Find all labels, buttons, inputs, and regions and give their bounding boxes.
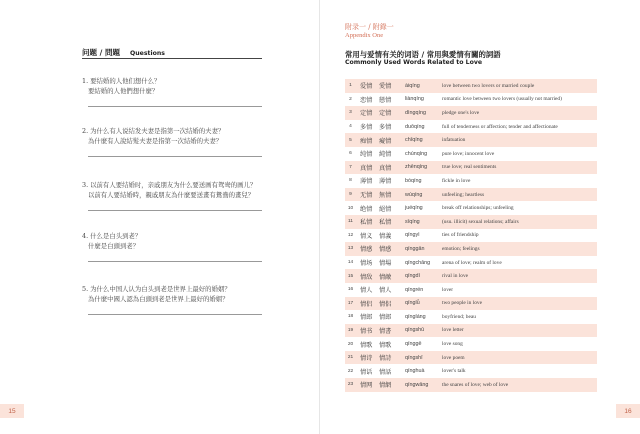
row-number: 20 xyxy=(347,341,354,347)
english-definition: arena of love; realm of love xyxy=(442,259,502,266)
english-definition: love poem xyxy=(442,354,465,361)
word-simplified: 情诗 xyxy=(360,355,373,363)
english-definition: (usu. illicit) sexual relations; affairs xyxy=(442,218,519,225)
english-definition: love letter xyxy=(442,327,464,334)
word-simplified: 痴情 xyxy=(360,137,373,145)
english-definition: love song xyxy=(442,341,463,348)
word-traditional: 情歌 xyxy=(379,341,392,349)
row-number: 3 xyxy=(349,110,352,116)
table-row xyxy=(345,79,597,93)
table-row xyxy=(345,201,597,215)
appendix-label-zh: 附录一 / 附錄一 xyxy=(345,23,394,31)
question-item xyxy=(82,126,262,146)
row-number: 16 xyxy=(347,287,354,293)
english-definition: ties of friendship xyxy=(442,232,479,239)
table-row xyxy=(345,161,597,175)
table-row xyxy=(345,147,597,161)
question-text-simplified: 要结婚的人他们想什么？ xyxy=(90,77,161,85)
question-item xyxy=(82,76,262,96)
row-number: 13 xyxy=(347,246,354,252)
row-number: 14 xyxy=(347,260,354,266)
question-number: 2. xyxy=(82,127,89,135)
table-row xyxy=(345,93,597,107)
word-traditional: 癡情 xyxy=(379,137,392,145)
header-divider xyxy=(82,58,262,59)
word-simplified: 情歌 xyxy=(360,341,373,349)
question-line-simplified xyxy=(82,76,262,86)
row-number: 8 xyxy=(349,178,352,184)
english-definition: break off relationships; unfeeling xyxy=(442,205,514,212)
questions-title-zh: 问题 / 問題 xyxy=(82,48,120,57)
table-row xyxy=(345,188,597,202)
answer-line[interactable] xyxy=(88,261,262,262)
table-row xyxy=(345,283,597,297)
word-simplified: 定情 xyxy=(360,110,373,118)
question-number: 1. xyxy=(82,77,89,85)
table-row xyxy=(345,351,597,365)
english-definition: emotion; feelings xyxy=(442,245,480,252)
word-simplified: 私情 xyxy=(360,219,373,227)
word-traditional: 情義 xyxy=(379,232,392,240)
word-traditional: 情書 xyxy=(379,327,392,335)
question-item xyxy=(82,231,262,251)
english-definition: love between two lovers or married couple xyxy=(442,82,535,89)
questions-header xyxy=(82,47,262,58)
question-text-traditional: 為什麼中國人認為白頭到老是世界上最好的婚姻？ xyxy=(88,295,229,303)
word-traditional: 戀情 xyxy=(379,96,392,104)
table-row xyxy=(345,337,597,351)
word-simplified: 情话 xyxy=(360,368,373,376)
table-row xyxy=(345,256,597,270)
question-text-simplified: 为什么有人说结发夫妻是指第一次结婚的夫妻？ xyxy=(90,127,225,135)
word-simplified: 薄情 xyxy=(360,178,373,186)
pinyin: juéqíng xyxy=(405,205,423,212)
pinyin: qíngrén xyxy=(405,286,424,293)
table-row xyxy=(345,242,597,256)
table-row xyxy=(345,297,597,311)
row-number: 23 xyxy=(347,382,354,388)
pinyin: wúqíng xyxy=(405,191,423,198)
word-simplified: 纯情 xyxy=(360,151,373,159)
question-text-traditional: 為什麼有人說結髮夫妻是指第一次結婚的夫妻？ xyxy=(88,137,223,145)
row-number: 5 xyxy=(349,137,352,143)
question-text-traditional: 以前有人要結婚時，親戚朋友為什麼要送畫有鴛鴦的畫兒？ xyxy=(88,191,255,199)
row-number: 22 xyxy=(347,368,354,374)
row-number: 4 xyxy=(349,124,352,130)
pinyin: qínghuà xyxy=(405,368,425,375)
table-row xyxy=(345,215,597,229)
row-number: 18 xyxy=(347,314,354,320)
row-number: 15 xyxy=(347,273,354,279)
table-row xyxy=(345,364,597,378)
row-number: 11 xyxy=(348,219,353,225)
english-definition: romantic love between two lovers (usually not married) xyxy=(442,96,562,103)
pinyin: àiqíng xyxy=(405,82,420,89)
english-definition: true love; real sentiments xyxy=(442,164,497,171)
english-definition: lover xyxy=(442,286,454,293)
english-definition: pledge one's love xyxy=(442,109,480,116)
pinyin: sīqíng xyxy=(405,218,420,225)
table-row xyxy=(345,378,597,392)
table-row xyxy=(345,106,597,120)
table-row xyxy=(345,229,597,243)
english-definition: fickle in love xyxy=(442,177,471,184)
word-simplified: 情义 xyxy=(360,232,373,240)
pinyin: chúnqíng xyxy=(405,150,428,157)
question-text-simplified: 以前有人要结婚时，亲戚朋友为什么要送画有鸳鸯的画儿？ xyxy=(90,181,257,189)
row-number: 21 xyxy=(347,355,354,361)
question-text-simplified: 什么是白头到老？ xyxy=(90,232,142,240)
appendix-label-en: Appendix One xyxy=(345,32,384,39)
page-number-left: 15 xyxy=(0,404,24,418)
pinyin: qíngdí xyxy=(405,273,420,280)
english-definition: unfeeling; heartless xyxy=(442,191,485,198)
word-traditional: 私情 xyxy=(379,219,392,227)
question-line-simplified xyxy=(82,231,262,241)
row-number: 10 xyxy=(347,205,354,211)
word-traditional: 情場 xyxy=(379,260,392,268)
word-simplified: 情书 xyxy=(360,327,373,335)
row-number: 19 xyxy=(347,327,354,333)
word-simplified: 无情 xyxy=(360,192,373,200)
word-traditional: 純情 xyxy=(379,151,392,159)
word-simplified: 多情 xyxy=(360,124,373,132)
pinyin: qínggē xyxy=(405,341,422,348)
word-traditional: 真情 xyxy=(379,164,392,172)
word-traditional: 情人 xyxy=(379,287,392,295)
question-number: 4. xyxy=(82,232,89,240)
pinyin: qíngchǎng xyxy=(405,259,431,266)
word-simplified: 情感 xyxy=(360,246,373,254)
question-item xyxy=(82,180,262,200)
word-traditional: 定情 xyxy=(379,110,392,118)
word-traditional: 愛情 xyxy=(379,83,392,91)
word-traditional: 絕情 xyxy=(379,205,392,213)
row-number: 2 xyxy=(349,96,352,102)
question-text-simplified: 为什么中国人认为白头到老是世界上最好的婚姻？ xyxy=(90,285,231,293)
question-item xyxy=(82,284,262,304)
answer-line[interactable] xyxy=(88,314,262,315)
word-traditional: 情敵 xyxy=(379,273,392,281)
pinyin: qínglǚ xyxy=(405,300,420,307)
word-traditional: 情郎 xyxy=(379,314,392,322)
english-definition: rival in love xyxy=(442,273,469,280)
question-line-simplified xyxy=(82,180,262,190)
table-row xyxy=(345,133,597,147)
answer-line[interactable] xyxy=(88,106,262,107)
word-simplified: 真情 xyxy=(360,164,373,172)
english-definition: pure love; innocent love xyxy=(442,150,495,157)
row-number: 6 xyxy=(349,151,352,157)
english-definition: lover's talk xyxy=(442,368,466,375)
question-text-traditional: 什麼是白頭到老？ xyxy=(88,242,140,250)
pinyin: qíngwǎng xyxy=(405,381,429,388)
pinyin: qíngshī xyxy=(405,354,423,361)
word-traditional: 情感 xyxy=(379,246,392,254)
vocab-title-zh: 常用与爱情有关的词语 / 常用與愛情有關的詞語 xyxy=(345,50,501,59)
english-definition: full of tenderness or affection; tender and affectionate xyxy=(442,123,558,130)
question-number: 5. xyxy=(82,285,89,293)
answer-line[interactable] xyxy=(88,156,262,157)
table-row xyxy=(345,324,597,338)
page-number-right: 16 xyxy=(616,404,640,418)
table-row xyxy=(345,310,597,324)
word-simplified: 绝情 xyxy=(360,205,373,213)
question-line-simplified xyxy=(82,126,262,136)
word-traditional: 多情 xyxy=(379,124,392,132)
row-number: 1 xyxy=(349,83,352,89)
pinyin: duōqíng xyxy=(405,123,425,130)
word-traditional: 情詩 xyxy=(379,355,392,363)
word-simplified: 情郎 xyxy=(360,314,373,322)
word-traditional: 情話 xyxy=(379,368,392,376)
word-simplified: 爱情 xyxy=(360,83,373,91)
pinyin: qíngshū xyxy=(405,327,425,334)
pinyin: dìngqíng xyxy=(405,109,426,116)
pinyin: qínggǎn xyxy=(405,245,425,252)
word-simplified: 恋情 xyxy=(360,96,373,104)
pinyin: qíngláng xyxy=(405,313,426,320)
questions-title-en: Questions xyxy=(129,50,165,57)
question-line-simplified xyxy=(82,284,262,294)
vocab-title-en: Commonly Used Words Related to Love xyxy=(345,59,483,66)
word-traditional: 無情 xyxy=(379,192,392,200)
row-number: 17 xyxy=(347,300,354,306)
row-number: 9 xyxy=(349,192,352,198)
pinyin: bóqíng xyxy=(405,177,422,184)
word-traditional: 薄情 xyxy=(379,178,392,186)
vocabulary-table xyxy=(345,79,597,392)
word-simplified: 情场 xyxy=(360,260,373,268)
word-simplified: 情网 xyxy=(360,382,373,390)
table-row xyxy=(345,120,597,134)
question-number: 3. xyxy=(82,181,89,189)
row-number: 12 xyxy=(347,232,354,238)
answer-line[interactable] xyxy=(88,210,262,211)
english-definition: infatuation xyxy=(442,137,466,144)
english-definition: two people in love xyxy=(442,300,482,307)
pinyin: chīqíng xyxy=(405,137,423,144)
word-simplified: 情侣 xyxy=(360,300,373,308)
word-simplified: 情人 xyxy=(360,287,373,295)
row-number: 7 xyxy=(349,164,352,170)
english-definition: the snares of love; web of love xyxy=(442,381,509,388)
word-traditional: 情網 xyxy=(379,382,392,390)
pinyin: liànqíng xyxy=(405,96,424,103)
table-row xyxy=(345,269,597,283)
english-definition: boyfriend; beau xyxy=(442,313,476,320)
word-traditional: 情侶 xyxy=(379,300,392,308)
word-simplified: 情敌 xyxy=(360,273,373,281)
table-row xyxy=(345,174,597,188)
question-text-traditional: 要結婚的人他們想什麼？ xyxy=(88,87,159,95)
pinyin: qíngyì xyxy=(405,232,420,239)
pinyin: zhēnqíng xyxy=(405,164,428,171)
